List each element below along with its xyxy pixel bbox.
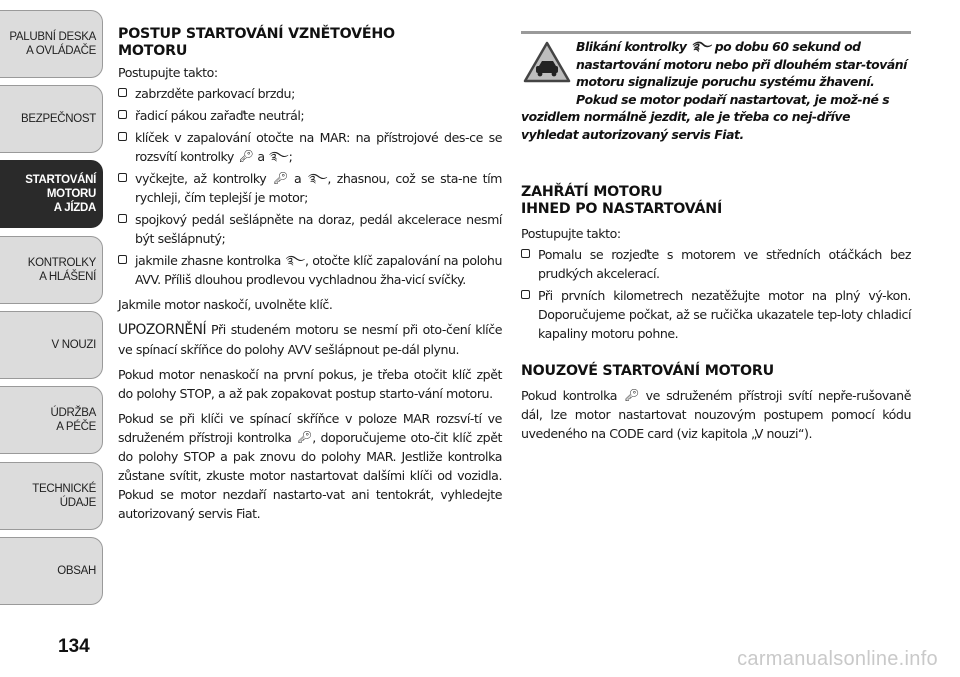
tab-startovani-motoru[interactable]: STARTOVÁNÍ MOTORU A JÍZDA (0, 160, 103, 228)
right-column (521, 184, 911, 443)
immobilizer-icon: 🔑︎ (238, 149, 253, 163)
list-item: vyčkejte, až kontrolky 🔑︎ a ࿐, zhasnou, což se sta-ne tím rychleji, čím teplejší je motor; (118, 169, 502, 207)
glow-plug-icon: ࿐ (307, 171, 327, 185)
list-item: zabrzděte parkovací brzdu; (118, 84, 502, 103)
list-item: spojkový pedál sešlápněte na doraz, pedál akcelerace nesmí být sešlápnutý; (118, 210, 502, 248)
glow-plug-icon: ࿐ (285, 253, 305, 267)
steps-list (118, 84, 502, 289)
checkbox-bullet-icon (118, 214, 127, 223)
tab-obsah[interactable]: OBSAH (0, 537, 103, 605)
checkbox-bullet-icon (118, 88, 127, 97)
section-title-emergency-start: NOUZOVÉ STARTOVÁNÍ MOTORU (521, 363, 774, 379)
list-item: klíček v zapalování otočte na MAR: na přístrojové des-ce se rozsvítí kontrolky 🔑︎ a ࿐; (118, 128, 502, 166)
paragraph-emergency-start: Pokud kontrolka 🔑︎ ve sdruženém přístroji svítí nepře-rušovaně dál, lze motor nastartovat nouzovým postupem pomocí kódu uvedeného na CODE card (viz kapitola „V nouzi“). (521, 388, 911, 441)
left-column (118, 26, 502, 523)
tab-udrzba[interactable]: ÚDRŽBA A PÉČE (0, 386, 103, 454)
intro-text: Postupujte takto: (118, 65, 218, 80)
warning-triangle-icon (523, 40, 571, 84)
checkbox-bullet-icon (118, 110, 127, 119)
immobilizer-icon: 🔑︎ (273, 171, 288, 185)
list-item: Při prvních kilometrech nezatěžujte motor na plný vý-kon. Doporučujeme počkat, až se ručička ukazatele tep-loty chladicí kapaliny motoru pohne. (521, 286, 911, 343)
warm-up-steps-list (521, 245, 911, 343)
section-title-starting-procedure: POSTUP STARTOVÁNÍ VZNĚTOVÉHO MOTORU (118, 26, 395, 59)
warning-note: Blikání kontrolky ࿐ po dobu 60 sekund od nastartování motoru nebo při dlouhém star-tování motoru signalizuje poruchu systému žhavení. Pokud se motor podaří nastartovat, je mož-né s vozidlem normálně jezdit, ale je třeba co nej-dříve vyhledat autorizovaný servis Fiat. (521, 39, 907, 142)
tab-kontrolky[interactable]: KONTROLKY A HLÁŠENÍ (0, 236, 103, 304)
warning-label: UPOZORNĚNÍ (118, 322, 207, 338)
glow-plug-icon: ࿐ (269, 149, 288, 163)
watermark: carmanualsonline.info (737, 648, 938, 670)
intro-text: Postupujte takto: (521, 226, 621, 241)
paragraph-immobilizer: Pokud se při klíči ve spínací skříňce v poloze MAR rozsví-tí ve sdruženém přístroji kontrolka 🔑︎, doporučujeme oto-čit klíč zpět do polohy STOP a pak znovu do polohy MAR. Jestliže kontrolka zůstane svítit, zkuste motor nastartovat dalšími klíči od vozidla. Pokud se motor nezdaří nastarto-vat ani tentokrát, vyhledejte autorizovaný servis Fiat. (118, 411, 502, 521)
tab-technicke-udaje[interactable]: TECHNICKÉ ÚDAJE (0, 462, 103, 530)
section-title-warm-up: ZAHŘÁTÍ MOTORU IHNED PO NASTARTOVÁNÍ (521, 184, 723, 217)
checkbox-bullet-icon (118, 255, 127, 264)
paragraph-warning: UPOZORNĚNÍ Při studeném motoru se nesmí při oto-čení klíče ve spínací skříňce do polohy AVV sešlápnout pe-dál plynu. (118, 322, 502, 357)
tab-bezpecnost[interactable]: BEZPEČNOST (0, 85, 103, 153)
list-item: Pomalu se rozjeďte s motorem ve středních otáčkách bez prudkých akcelerací. (521, 245, 911, 283)
checkbox-bullet-icon (521, 290, 530, 299)
list-item: jakmile zhasne kontrolka ࿐, otočte klíč zapalování na polohu AVV. Příliš dlouhou prodlevou vychladnou žha-vicí svíčky. (118, 251, 502, 289)
paragraph-release-key: Jakmile motor naskočí, uvolněte klíč. (118, 297, 333, 312)
tab-palubni-deska[interactable]: PALUBNÍ DESKA A OVLÁDAČE (0, 10, 103, 78)
immobilizer-icon: 🔑︎ (624, 388, 639, 402)
list-item: řadicí pákou zařaďte neutrál; (118, 106, 502, 125)
checkbox-bullet-icon (118, 132, 127, 141)
paragraph-retry: Pokud motor nenaskočí na první pokus, je třeba otočit klíč zpět do polohy STOP, a až pak zopakovat postup starto-vání motoru. (118, 367, 502, 401)
glow-plug-icon: ࿐ (691, 39, 710, 53)
checkbox-bullet-icon (521, 249, 530, 258)
page-number: 134 (58, 636, 90, 657)
checkbox-bullet-icon (118, 173, 127, 182)
immobilizer-icon: 🔑︎ (297, 430, 312, 444)
warning-divider (521, 31, 911, 34)
tab-v-nouzi[interactable]: V NOUZI (0, 311, 103, 379)
